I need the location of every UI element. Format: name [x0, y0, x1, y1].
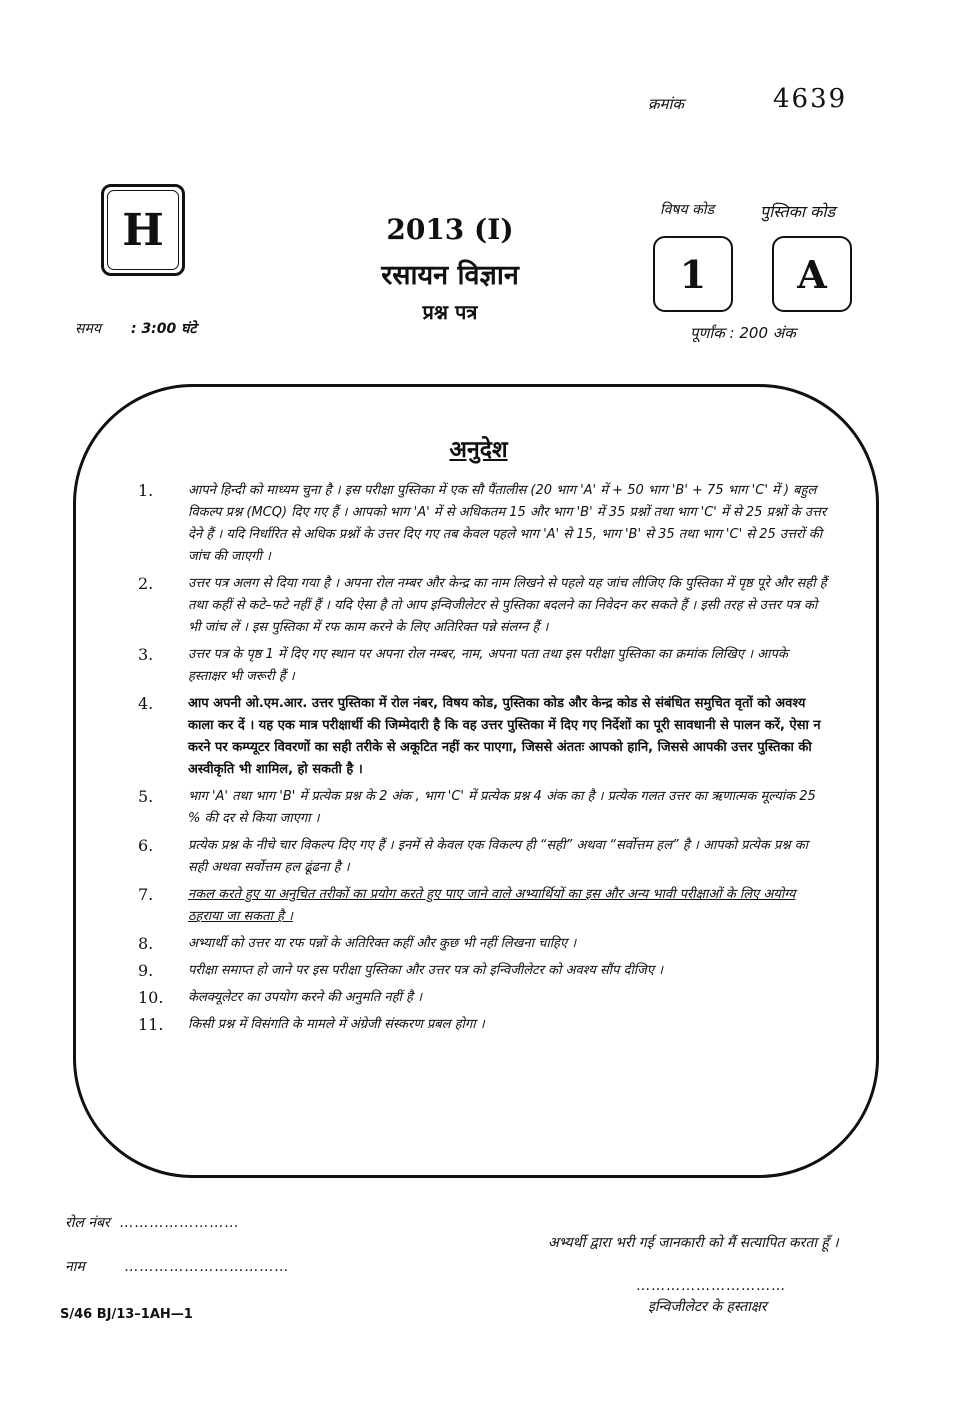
instruction-text: प्रत्येक प्रश्न के नीचे चार विकल्प दिए गए हैं । इनमें से केवल एक विकल्प ही “सही” अथवा “सर्वोत्तम हल” है । आपको प्रत्येक प्रश्न का सही अथवा सर्वोत्तम हल ढूंढना है । — [188, 838, 809, 875]
time-value: : 3:00 घंटे — [130, 321, 197, 337]
booklet-code-box — [772, 236, 852, 312]
instruction-text: आपने हिन्दी को माध्यम चुना है । इस परीक्षा पुस्तिका में एक सौ पैंतालीस (20 भाग 'A' में + 50 भाग 'B' + 75 भाग 'C' में ) बहुल विकल्प प्रश्न (MCQ) दिए गए हैं । आपको भाग 'A' में से अधिकतम 15 और भाग 'B' में 35 प्रश्नों तथा भाग 'C' में से 25 प्रश्नों के उत्तर देने हैं । यदि निर्धारित से अधिक प्रश्नों के उत्तर दिए गए तब केवल पहले भाग 'A' से 15, भाग 'B' से 35 तथा भाग 'C' से 25 उत्तरों की जांच की जाएगी । — [188, 483, 827, 564]
instruction-number: 2. — [138, 574, 154, 593]
total-marks: पूर्णांक : 200 अंक — [690, 324, 796, 342]
serial-number-label: क्रमांक — [648, 95, 684, 113]
instruction-number: 4. — [138, 694, 154, 713]
name-label: नाम — [65, 1259, 85, 1275]
instructions-title: अनुदेश — [449, 437, 508, 463]
paper-title: प्रश्न पत्र — [422, 300, 478, 324]
name-dots: …………………………… — [124, 1259, 290, 1275]
instruction-number: 3. — [138, 645, 154, 664]
instruction-number: 11. — [138, 1015, 164, 1034]
roll-number-label: रोल नंबर — [65, 1215, 110, 1231]
instruction-text: केलक्यूलेटर का उपयोग करने की अनुमति नहीं है । — [188, 990, 422, 1005]
name-field — [65, 1257, 290, 1276]
candidate-declaration: अभ्यर्थी द्वारा भरी गई जानकारी को मैं सत्यापित करता हूँ । — [548, 1235, 839, 1251]
instruction-number: 6. — [138, 836, 154, 855]
instruction-item — [138, 960, 828, 982]
instruction-text: नकल करते हुए या अनुचित तरीकों का प्रयोग करते हुए पाए जाने वाले अभ्यार्थियों का इस और अन्य भावी परीक्षाओं के लिए अयोग्य ठहराया जा सकता है । — [188, 887, 796, 924]
instruction-text: अभ्यार्थी को उत्तर या रफ पन्नों के अतिरिक्त कहीं और कुछ भी नहीं लिखना चाहिए । — [188, 936, 577, 951]
instruction-number: 10. — [138, 988, 164, 1007]
instruction-text: भाग 'A' तथा भाग 'B' में प्रत्येक प्रश्न के 2 अंक , भाग 'C' में प्रत्येक प्रश्न 4 अंक का है । प्रत्येक गलत उत्तर का ऋणात्मक मूल्यांक 25 % की दर से किया जाएगा । — [188, 789, 816, 826]
version-letter: H — [122, 204, 164, 256]
instruction-number: 9. — [138, 961, 154, 980]
booklet-code-value: A — [797, 251, 827, 297]
instruction-number: 7. — [138, 885, 154, 904]
subject-code-value: 1 — [679, 251, 707, 297]
subject-code-box — [653, 236, 733, 312]
instruction-number: 5. — [138, 787, 154, 806]
instructions-list — [138, 480, 828, 1041]
instruction-item — [138, 480, 828, 568]
instruction-text: किसी प्रश्न में विसंगति के मामले में अंग्रेजी संस्करण प्रबल होगा । — [188, 1017, 485, 1032]
subject-title: रसायन विज्ञान — [381, 260, 519, 291]
invigilator-signature-label: इन्विजीलेटर के हस्ताक्षर — [648, 1299, 767, 1315]
roll-number-field — [65, 1213, 240, 1232]
subject-code-label: विषय कोड — [660, 202, 714, 218]
instruction-text: आप अपनी ओ.एम.आर. उत्तर पुस्तिका में रोल नंबर, विषय कोड, पुस्तिका कोड और केन्द्र कोड से संबंधित समुचित वृतों को अवश्य काला कर दें । यह एक मात्र परीक्षार्थी की जिम्मेदारी है कि वह उत्तर पुस्तिका में दिए गए निर्देशों का पूरी सावधानी से पालन करें, ऐसा न करने पर कम्प्यूटर विवरणों का सही तरीके से अकूटित नहीं कर पाएगा, जिससे अंततः आपको हानि, जिससे आपकी उत्तर पुस्तिका की अस्वीकृति भी शामिल, हो सकती है । — [188, 696, 821, 777]
invigilator-signature-dots: ………………………… — [636, 1278, 786, 1294]
instruction-item — [138, 786, 828, 830]
instruction-number: 8. — [138, 934, 154, 953]
instruction-item — [138, 835, 828, 879]
serial-number-value: 4639 — [773, 84, 848, 114]
instruction-text: उत्तर पत्र अलग से दिया गया है । अपना रोल नम्बर और केन्द्र का नाम लिखने से पहले यह जांच लीजिए कि पुस्तिका में पृष्ठ पूरे और सही हैं तथा कहीं से कटे–फटे नहीं हैं । यदि ऐसा है तो आप इन्विजीलेटर से पुस्तिका बदलने का निवेदन कर सकते हैं । इसी तरह से उत्तर पत्र को भी जांच लें । इस पुस्तिका में रफ काम करने के लिए अतिरिक्त पन्ने संलग्न हैं । — [188, 576, 827, 635]
time-label: समय — [75, 321, 101, 337]
booklet-footer-code: S/46 BJ/13–1AH—1 — [60, 1307, 193, 1322]
instruction-text: परीक्षा समाप्त हो जाने पर इस परीक्षा पुस्तिका और उत्तर पत्र को इन्विजीलेटर को अवश्य सौंप दीजिए । — [188, 963, 664, 978]
instruction-item — [138, 884, 828, 928]
version-letter-box — [101, 184, 185, 276]
instruction-item — [138, 573, 828, 639]
roll-number-dots: …………………… — [119, 1215, 240, 1231]
instruction-text: उत्तर पत्र के पृष्ठ 1 में दिए गए स्थान पर अपना रोल नम्बर, नाम, अपना पता तथा इस परीक्षा पुस्तिका का क्रमांक लिखिए । आपके हस्ताक्षर भी जरूरी हैं । — [188, 647, 788, 684]
booklet-code-label: पुस्तिका कोड — [760, 202, 836, 221]
instruction-item — [138, 933, 828, 955]
exam-year: 2013 (I) — [386, 213, 514, 246]
instruction-number: 1. — [138, 481, 154, 500]
instruction-item — [138, 693, 828, 781]
instruction-item — [138, 987, 828, 1009]
time-line — [75, 319, 196, 338]
instruction-item — [138, 644, 828, 688]
instruction-item — [138, 1014, 828, 1036]
